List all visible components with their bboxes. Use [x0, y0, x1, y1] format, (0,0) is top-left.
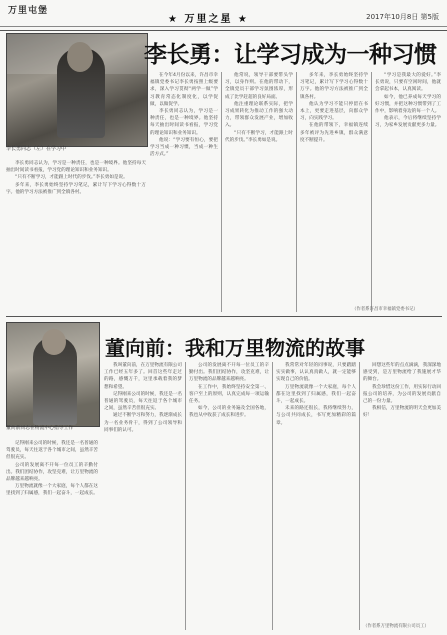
column-rule: [221, 72, 222, 312]
article1-column-4: [375, 72, 441, 304]
masthead-logo: 万里屯堡: [8, 6, 49, 16]
article2-column-0: [6, 440, 98, 630]
paragraph: 我叫董向前，在万里物流有限公司工作已经五年多了。回首这些年走过的路，感慨万千，这里承载着我的梦想和希望。: [104, 363, 182, 390]
section-divider: [6, 316, 442, 317]
article1-column-0: [6, 160, 146, 310]
article1-column-1: [150, 72, 218, 312]
paragraph: 他说：“学习要有恒心，要把学习当成一种习惯，当成一种生活方式。”: [150, 137, 218, 158]
paragraph: 李长勇同志认为，学习是一种责任，也是一种境界。他坚持每天抽出时间读书看报，学习党的理论知识和业务知识。: [6, 161, 146, 174]
paragraph: 回想这些年的点点滴滴，我深深地感受到，是万里物流给了我施展才华的舞台。: [363, 363, 441, 383]
paragraph: “只有不断学习，才能跟上时代的步伐。”李长勇如是说。: [225, 130, 293, 143]
article2-column-1: [104, 362, 182, 630]
paragraph: 我常常对年轻的同事说，只要踏踏实实做事，认认真真做人，就一定能够实现自己的价值。: [276, 363, 356, 383]
article2-footnote: （作者系万里物流有限公司员工）: [363, 624, 429, 629]
paragraph: “学习是我最大的爱好。”李长勇说，只要有空闲时间，他就会拿起书本，认真阅读。: [375, 73, 441, 93]
section-title: ★ 万里之星 ★: [168, 14, 249, 25]
paragraph: 在今年4月份以来，许昌市幸福镇党委书记李长勇按照上级要求，深入学习贯彻“两学一做”学习教育常态化制度化，以学促做，以做促学。: [150, 73, 218, 107]
paragraph: 李长勇同志认为，学习是一种责任，也是一种境界。他坚持每天抽出时间读书看报，学习党的理论知识和业务知识。: [150, 109, 218, 136]
photo-person-head: [42, 329, 66, 355]
issue-date: 2017年10月8日 第5版: [366, 13, 439, 21]
article1-column-3: [300, 72, 368, 312]
paragraph: 如今，他已养成每天学习的好习惯，并把这种习惯带到了工作中，影响着身边的每一个人。: [375, 94, 441, 115]
column-rule: [296, 72, 297, 312]
column-rule: [272, 362, 273, 630]
article2-column-3: [276, 362, 356, 630]
article1-caption: 李长勇同志（左）在学习中: [6, 146, 67, 152]
paragraph: “只有不断学习，才能跟上时代的步伐。”李长勇如是说。: [15, 175, 128, 181]
paragraph: 记得刚来公司的时候，我还是一名普通的驾驶员，每天往返于各个城市之间，虽然辛苦但很充实。: [104, 391, 182, 412]
paragraph: 通过不断学习和努力，我逐渐成长为一名业务骨干，得到了公司领导和同事们的认可。: [104, 413, 182, 433]
paragraph: 公司的发展离不开每一位员工的辛勤付出。我们团结协作，攻坚克难，让万里物流的品牌越来越响亮。: [189, 363, 269, 383]
paragraph: 他认为学习不能只停留在书本上，更要走进基层，向群众学习，向实践学习。: [300, 101, 368, 122]
paragraph: 记得刚来公司的时候，我还是一名普通的驾驶员，每天往返于各个城市之间，虽然辛苦但很充实。: [6, 441, 98, 461]
article1-title: 李长勇：让学习成为一种习惯: [144, 41, 437, 68]
paragraph: 万里物流就像一个大家庭，每个人都在这里找到了归属感，我们一起奋斗，一起成长。: [6, 484, 98, 497]
paragraph: 我相信，万里物流的明天会更加美好！: [363, 406, 441, 419]
paragraph: 多年来，李长勇始终坚持学习笔记，累计写下学习心得数十万字。他的学习方法被推广到全镇各村。: [6, 182, 146, 195]
article2-column-2: [189, 362, 269, 630]
paragraph: 未来的路还很长，我将继续努力，与公司共同成长，书写更加精彩的篇章。: [276, 406, 356, 426]
article2-column-4: [363, 362, 441, 620]
article2-caption: 董向前同志在物流中心指导工作: [6, 426, 74, 431]
paragraph: 我会珍惜这份工作，用实际行动回报公司的培养，为公司的发展贡献自己的一份力量。: [363, 384, 441, 405]
article1-column-2: [225, 72, 293, 312]
paragraph: 在他的带领下，幸福镇连续多年被评为先进乡镇，群众满意度不断提升。: [300, 123, 368, 143]
column-rule: [185, 362, 186, 630]
header-rule: [0, 26, 447, 27]
article2-photo: [6, 322, 100, 427]
article1-photo: [6, 33, 148, 147]
paragraph: 他表示，今后将继续坚持学习，为家乡发展贡献更多力量。: [375, 116, 441, 129]
paragraph: 多年来，李长勇始终坚持学习笔记，累计写下学习心得数十万字。他的学习方法被推广到全镇各村。: [300, 73, 368, 100]
column-rule: [371, 72, 372, 312]
paragraph: 他注重理论联系实际，把学习成果转化为推动工作的强大动力，带领群众发展产业，增加收入。: [225, 101, 293, 129]
paragraph: 在工作中，我始终坚持安全第一、客户至上的原则，认真完成每一项运输任务。: [189, 384, 269, 405]
paragraph: 如今，公司的业务遍及全国各地，我也从中收获了成长和进步。: [189, 406, 269, 419]
page-header: [0, 0, 447, 31]
paragraph: 他常说，领导干部要带头学习，以身作则。在他的带动下，全镇党员干部学习氛围浓厚，形成了比学赶超的良好局面。: [225, 73, 293, 100]
article2-title: 董向前：我和万里物流的故事: [105, 336, 365, 360]
article1-footnote: （作者系许昌市幸福镇党委书记）: [352, 307, 418, 312]
paragraph: 万里物流就像一个大家庭，每个人都在这里找到了归属感，我们一起奋斗，一起成长。: [276, 384, 356, 405]
photo-person-head: [67, 42, 93, 72]
column-rule: [359, 362, 360, 630]
paragraph: 公司的发展离不开每一位员工的辛勤付出。我们团结协作，攻坚克难，让万里物流的品牌越来越响亮。: [6, 462, 98, 483]
